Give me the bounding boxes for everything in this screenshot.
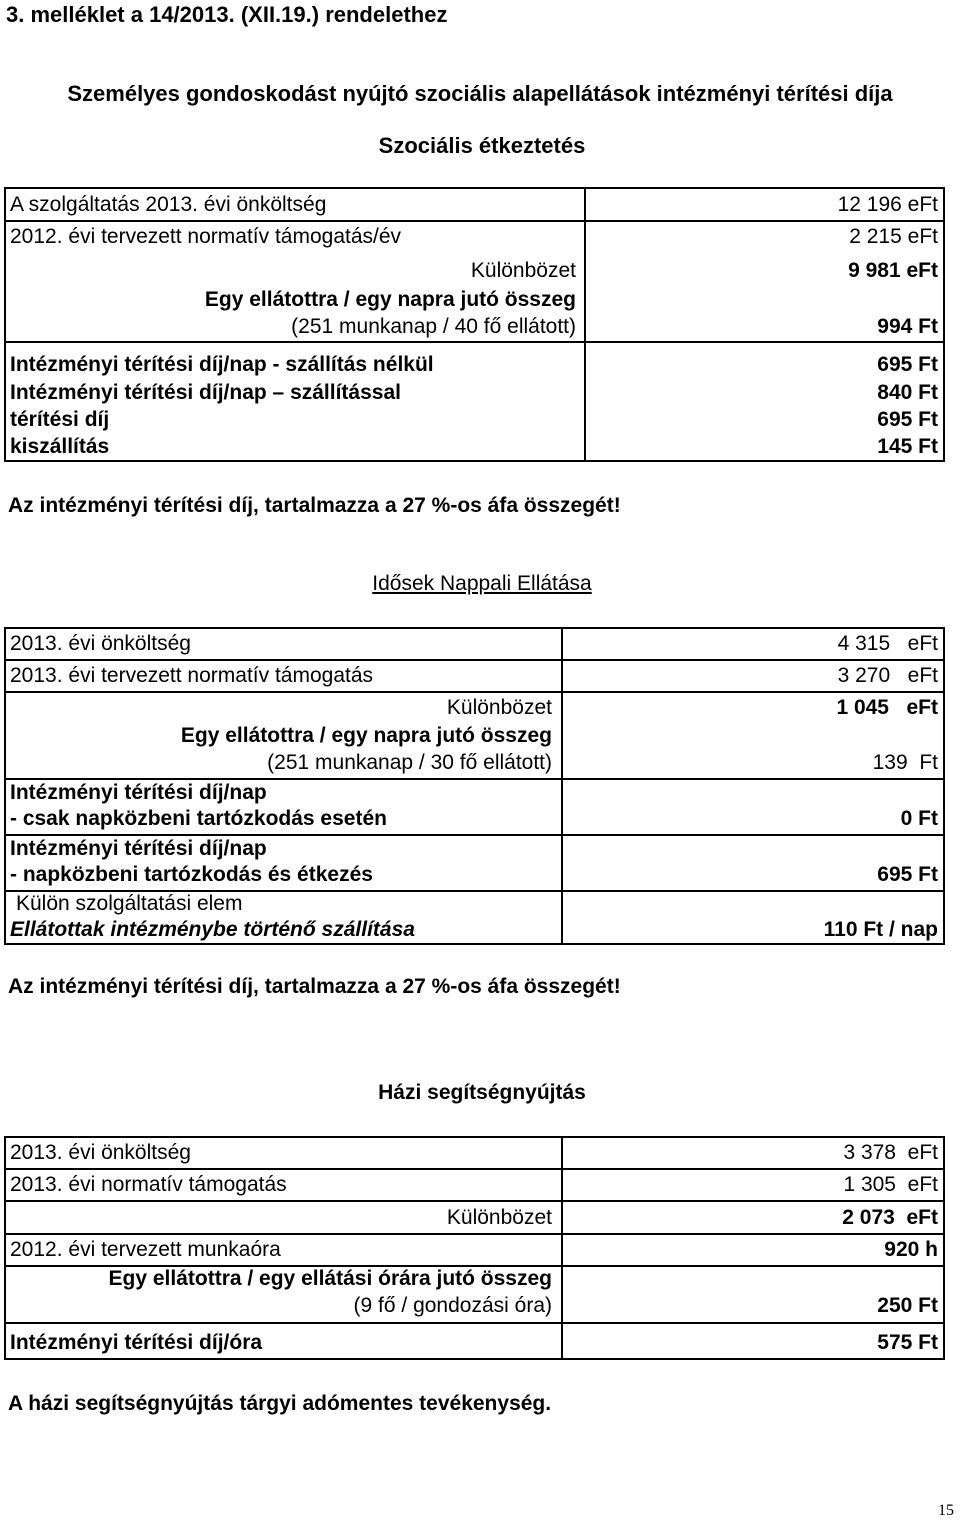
per-person-sublabel: (251 munkanap / 40 fő ellátott)	[291, 315, 576, 338]
row-divider	[4, 1168, 945, 1170]
tax-note: A házi segítségnyújtás tárgyi adómentes tevékenység.	[8, 1392, 552, 1415]
per-hour-value: 250 Ft	[877, 1294, 938, 1317]
per-hour-sublabel: (9 fő / gondozási óra)	[353, 1294, 552, 1317]
vat-note: Az intézményi térítési díj, tartalmazza a 27 %-os áfa összegét!	[8, 975, 621, 998]
fee-value: 695 Ft	[877, 408, 938, 431]
difference-value: 2 073 eFt	[842, 1206, 938, 1229]
row-divider	[4, 1233, 945, 1235]
fee-label: Intézményi térítési díj/nap	[10, 781, 267, 804]
fee-label: Intézményi térítési díj/óra	[10, 1331, 263, 1354]
difference-label: Különbözet	[446, 1206, 552, 1229]
per-person-label: Egy ellátottra / egy napra jutó összeg	[204, 288, 576, 311]
fee-value: 840 Ft	[877, 381, 938, 404]
extra-service-sublabel: Ellátottak intézménybe történő szállítása	[10, 918, 415, 941]
extra-service-value: 110 Ft / nap	[823, 918, 938, 941]
difference-value: 1 045 eFt	[836, 696, 938, 719]
cost-value: 12 196 eFt	[837, 193, 938, 216]
page-number: 15	[938, 1502, 954, 1519]
difference-label: Különbözet	[446, 696, 552, 719]
fee-label: Intézményi térítési díj/nap - szállítás nélkül	[10, 353, 434, 376]
section-title: Idősek Nappali Ellátása	[372, 572, 592, 595]
fee-value: 695 Ft	[877, 863, 938, 886]
column-divider	[584, 187, 586, 462]
difference-label: Különbözet	[470, 259, 576, 282]
section-title: Szociális étkeztetés	[378, 133, 586, 158]
support-value: 2 215 eFt	[849, 225, 938, 248]
fee-sublabel: - napközbeni tartózkodás és étkezés	[10, 863, 373, 886]
fee-value: 695 Ft	[877, 353, 938, 376]
main-title: Személyes gondoskodást nyújtó szociális alapellátások intézményi térítési díja	[67, 81, 893, 106]
row-divider	[4, 1200, 945, 1202]
per-person-label: Egy ellátottra / egy napra jutó összeg	[180, 724, 552, 747]
per-person-sublabel: (251 munkanap / 30 fő ellátott)	[267, 751, 552, 774]
fee-value: 145 Ft	[877, 435, 938, 458]
cost-value: 3 378 eFt	[843, 1141, 938, 1164]
row-divider	[4, 691, 945, 693]
per-hour-label: Egy ellátottra / egy ellátási órára jutó összeg	[108, 1267, 552, 1290]
per-person-value: 139 Ft	[872, 751, 938, 774]
fee-value: 575 Ft	[877, 1331, 938, 1354]
section-title: Házi segítségnyújtás	[378, 1081, 586, 1104]
difference-value: 9 981 eFt	[848, 259, 938, 282]
vat-note: Az intézményi térítési díj, tartalmazza a 27 %-os áfa összegét!	[8, 494, 621, 517]
fee-label: Intézményi térítési díj/nap	[10, 837, 267, 860]
fee-label: Intézményi térítési díj/nap – szállítással	[10, 381, 401, 404]
support-label: 2013. évi normatív támogatás	[10, 1173, 287, 1196]
decree-title: 3. melléklet a 14/2013. (XII.19.) rendelethez	[6, 2, 448, 27]
row-divider	[4, 341, 945, 343]
cost-value: 4 315 eFt	[837, 632, 938, 655]
cost-label: 2013. évi önköltség	[10, 632, 191, 655]
support-value: 3 270 eFt	[837, 664, 938, 687]
cost-label: 2013. évi önköltség	[10, 1141, 191, 1164]
fee-value: 0 Ft	[900, 807, 938, 830]
hours-label: 2012. évi tervezett munkaóra	[10, 1238, 281, 1261]
support-label: 2013. évi tervezett normatív támogatás	[10, 664, 374, 687]
column-divider	[561, 627, 563, 945]
per-person-value: 994 Ft	[877, 315, 938, 338]
fee-label: kiszállítás	[10, 435, 110, 458]
fee-sublabel: - csak napközbeni tartózkodás esetén	[10, 807, 387, 830]
row-divider	[4, 659, 945, 661]
row-divider	[4, 220, 945, 222]
support-value: 1 305 eFt	[843, 1173, 938, 1196]
row-divider	[4, 1322, 945, 1324]
hours-value: 920 h	[884, 1238, 938, 1261]
fee-label: térítési díj	[10, 408, 110, 431]
extra-service-label: Külön szolgáltatási elem	[16, 892, 243, 915]
cost-label: A szolgáltatás 2013. évi önköltség	[10, 193, 327, 216]
support-label: 2012. évi tervezett normatív támogatás/év	[10, 225, 402, 248]
